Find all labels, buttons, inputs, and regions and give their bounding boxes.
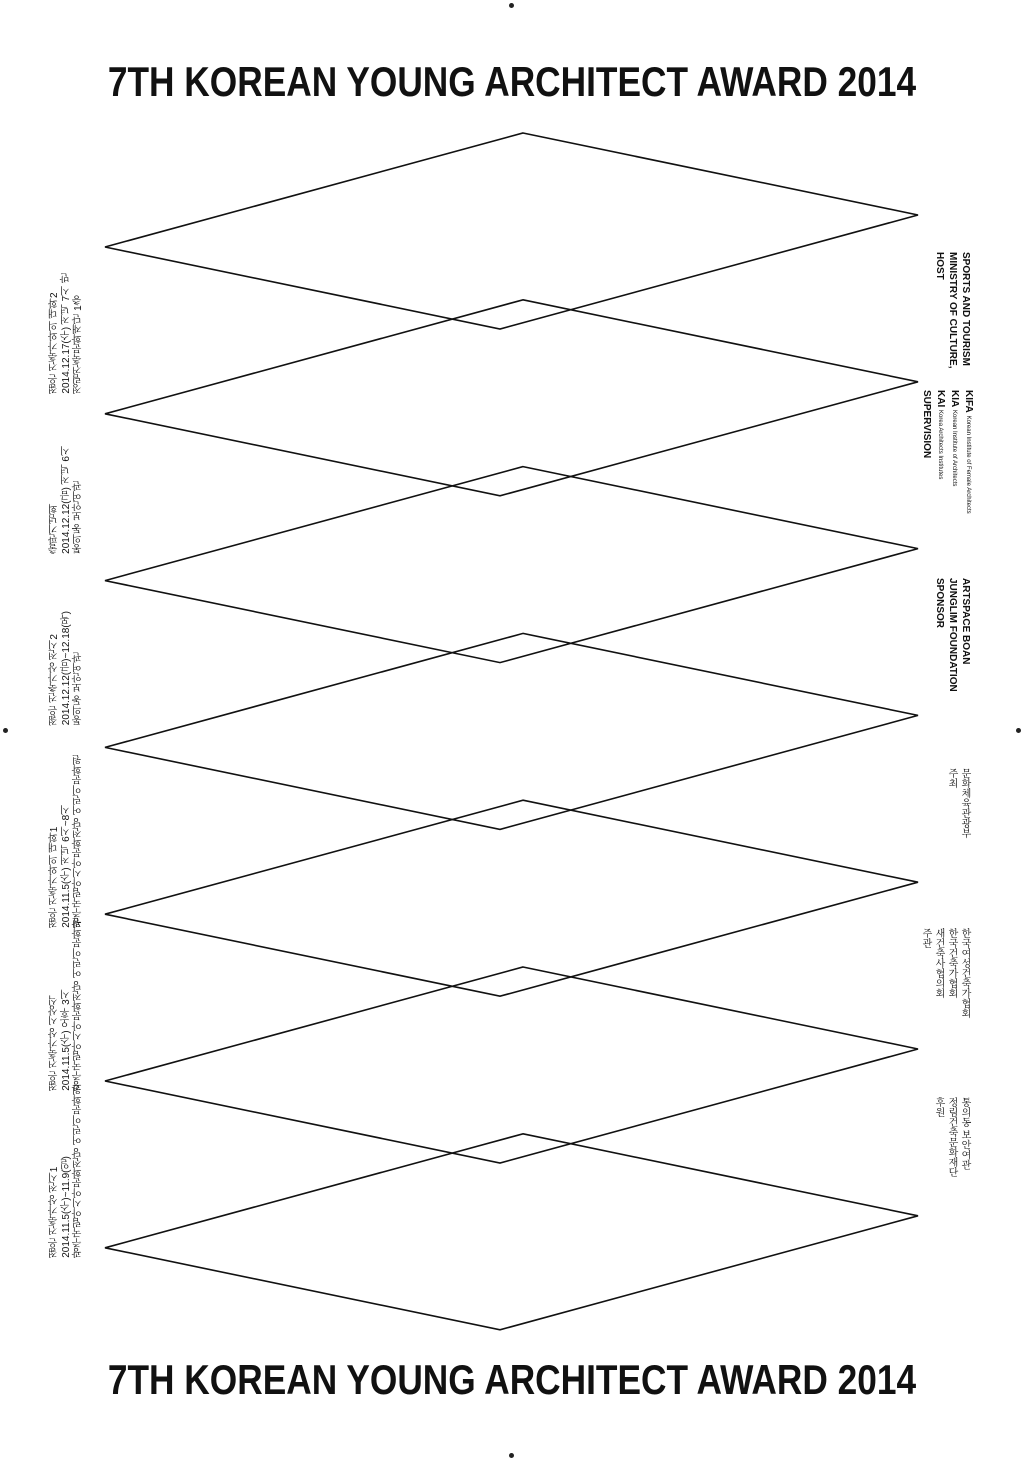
- credit-line: 한국건축가협회: [946, 928, 957, 998]
- rhombus-plane-4: [105, 633, 918, 829]
- rhombus-plane-3: [105, 467, 918, 663]
- rhombus-plane-5: [105, 800, 918, 996]
- rhombus-plane-7: [105, 1134, 918, 1330]
- event-column-award-ceremony: [49, 918, 85, 1091]
- credit-line: 새건축사협의회: [933, 928, 944, 998]
- credit-korean-supervision: [919, 928, 971, 1018]
- rhombus-plane-6: [105, 967, 918, 1163]
- credit-korean-host: [945, 768, 971, 838]
- event-venue: 광주국립아시아문화전당 어린이문화원: [73, 918, 84, 1091]
- event-date: 2014.11.5(수)~11.9(일): [61, 1156, 72, 1258]
- event-title: 젊은 건축가상 전시2: [49, 634, 60, 726]
- event-venue: 광주국립아시아문화전당 어린이문화원: [73, 1085, 84, 1258]
- event-column-exhibition-1: [49, 1085, 85, 1258]
- credit-sponsor: [933, 578, 972, 692]
- credit-heading: 주관: [920, 928, 931, 948]
- rhombus-plane-2: [105, 300, 918, 496]
- credit-line: ARTSPACE BOAN: [960, 578, 971, 665]
- poster-title-bottom: 7TH KOREAN YOUNG ARCHITECT AWARD 2014: [107, 1356, 917, 1403]
- event-venue: 광주국립아시아문화전당 어린이문화원: [73, 755, 84, 928]
- credit-line: 통의동 보안여관: [959, 1097, 970, 1170]
- credit-entry-kifa: [961, 390, 975, 514]
- event-venue: 통의동 보안여관: [73, 481, 84, 554]
- event-column-exhibition-2: [49, 611, 85, 725]
- event-column-dialogue-2: [49, 273, 85, 394]
- credit-korean-sponsor: [932, 1097, 971, 1177]
- event-venue: 통의동 보안여관: [73, 652, 84, 726]
- event-title: 출판기념회: [49, 503, 60, 554]
- credit-line: 문화체육관광부: [959, 768, 970, 838]
- credit-line: SPORTS AND TOURISM: [960, 252, 971, 366]
- poster-title-top: 7TH KOREAN YOUNG ARCHITECT AWARD 2014: [107, 58, 917, 105]
- credit-line: JUNGLIM FOUNDATION: [947, 578, 958, 692]
- credit-line: MINISTRY OF CULTURE,: [947, 252, 958, 369]
- credit-heading: 후원: [933, 1097, 944, 1117]
- credit-heading: 주최: [946, 768, 957, 788]
- event-date: 2014.12.12(금)~12.18(목): [61, 611, 72, 726]
- credit-supervision: [920, 390, 975, 514]
- credit-host: [933, 252, 972, 368]
- credit-name: Korean Institute of Architects: [951, 410, 957, 487]
- credit-abbr: KIA: [949, 390, 960, 408]
- credit-line: 한국여성건축가협회: [959, 928, 970, 1018]
- credit-abbr: KIFA: [963, 390, 974, 413]
- event-date: 2014.12.17(수) 저녁 7시 반: [61, 273, 72, 394]
- event-title: 젊은 건축가상 시상식: [49, 995, 60, 1091]
- credit-heading: HOST: [934, 252, 945, 280]
- credit-name: Korea Architects Institutes: [937, 410, 943, 480]
- event-column-dialogue-1: [49, 755, 85, 928]
- event-venue: 정림건축문화재단 1층: [73, 295, 84, 394]
- credit-entry-kai: [933, 390, 947, 514]
- event-title: 젊은 건축가상 전시1: [49, 1166, 60, 1258]
- credit-heading: SUPERVISION: [921, 390, 932, 459]
- event-title: 젊은 건축가와의 대화1: [49, 826, 60, 928]
- credit-name: Korean Institute of Female Architects: [965, 415, 971, 514]
- event-column-book-launch: [49, 446, 85, 554]
- rhombus-plane-1: [105, 133, 918, 329]
- event-date: 2014.11.5(수) 오후 3시: [61, 989, 72, 1091]
- event-date: 2014.12.12(금) 저녁 6시: [61, 446, 72, 554]
- event-date: 2014.11.5(수) 저녁 6시~8시: [61, 804, 72, 928]
- event-title: 젊은 건축가와의 대화2: [49, 292, 60, 394]
- credit-line: 정림건축문화재단: [946, 1097, 957, 1177]
- credit-abbr: KAI: [935, 390, 946, 408]
- credit-entry-kia: [947, 390, 961, 514]
- credit-heading: SPONSOR: [934, 578, 945, 629]
